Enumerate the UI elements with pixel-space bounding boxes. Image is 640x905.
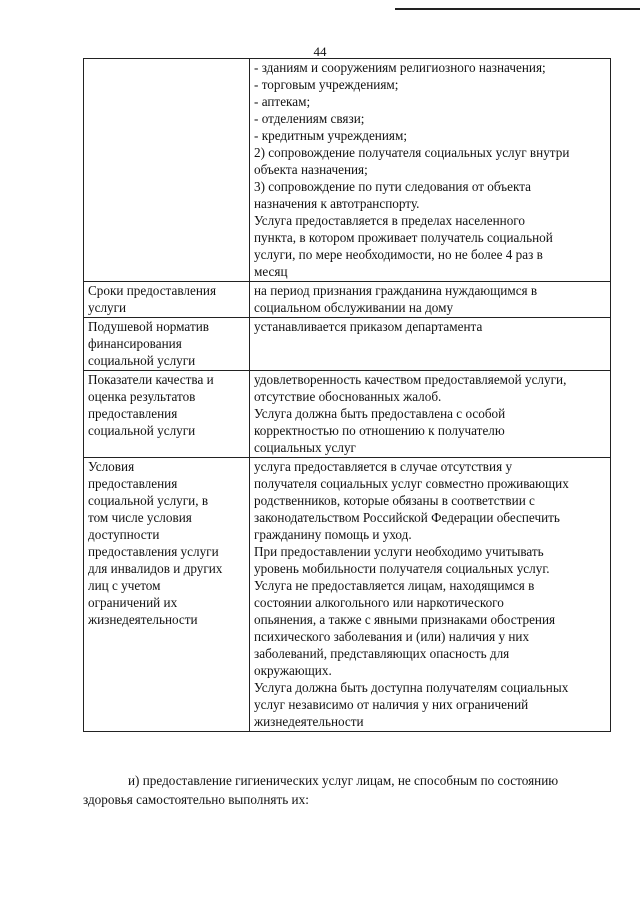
cell-line: устанавливается приказом департамента [254,319,483,334]
cell-line: социальной услуги [88,353,196,368]
cell-line: При предоставлении услуги необходимо учитывать [254,544,544,559]
cell-line: корректностью по отношению к получателю [254,423,505,438]
cell-line: социальной услуги [88,423,196,438]
row-value-cell [250,318,611,371]
cell-line: услуг независимо от наличия у них ограничений [254,697,529,712]
cell-line: родственников, которые обязаны в соответствии с [254,493,535,508]
row-value-cell [250,371,611,458]
page-number: 44 [313,44,327,59]
cell-line: Услуга не предоставляется лицам, находящимся в [254,578,535,593]
cell-line: получателя социальных услуг совместно проживающих [254,476,569,491]
row-label-cell [84,318,250,371]
cell-line: - аптекам; [254,94,311,109]
cell-line: предоставления услуги [88,544,219,559]
cell-line: уровень мобильности получателя социальных услуг. [254,561,550,576]
cell-line: Сроки предоставления [88,283,217,298]
paragraph-line: и) предоставление гигиенических услуг лицам, не способным по состоянию [128,773,559,788]
cell-line: лиц с учетом [88,578,161,593]
cell-line: назначения к автотранспорту. [254,196,420,211]
cell-line: 2) сопровождение получателя социальных услуг внутри [254,145,570,160]
cell-line: жизнедеятельности [254,714,364,729]
cell-line: объекта назначения; [254,162,368,177]
cell-line: доступности [88,527,160,542]
row-label-cell [84,282,250,318]
cell-line: социальной услуги, в [88,493,209,508]
cell-line: - зданиям и сооружениям религиозного назначения; [254,60,546,75]
paragraph-line: здоровья самостоятельно выполнять их: [83,792,309,807]
cell-line: Услуга предоставляется в пределах населенного [254,213,525,228]
service-table [83,58,611,732]
table-row [84,59,611,282]
cell-line: 3) сопровождение по пути следования от объекта [254,179,531,194]
cell-line: - кредитным учреждениям; [254,128,407,143]
footer-paragraph [83,771,613,809]
cell-line: - торговым учреждениям; [254,77,399,92]
cell-line: окружающих. [254,663,332,678]
row-label-cell [84,371,250,458]
cell-line: предоставления [88,406,178,421]
table-row [84,458,611,732]
cell-line: социальном обслуживании на дому [254,300,454,315]
cell-line: заболеваний, представляющих опасность для [254,646,510,661]
cell-line: месяц [254,264,288,279]
cell-line: ограничений их [88,595,178,610]
cell-line: финансирования [88,336,182,351]
cell-line: для инвалидов и других [88,561,223,576]
row-value-cell [250,458,611,732]
cell-line: услуги, по мере необходимости, но не более 4 раз в [254,247,543,262]
cell-line: состоянии алкогольного или наркотического [254,595,504,610]
cell-line: психического заболевания и (или) наличия у них [254,629,530,644]
table-row [84,282,611,318]
row-label-cell [84,458,250,732]
row-value-cell [250,59,611,282]
cell-line: Услуга должна быть доступна получателям социальных [254,680,569,695]
cell-line: жизнедеятельности [88,612,198,627]
cell-line: услуга предоставляется в случае отсутствия у [254,459,513,474]
cell-line: Условия [88,459,135,474]
cell-line: социальных услуг [254,440,356,455]
cell-line: опьянения, а также с явными признаками обострения [254,612,556,627]
cell-line: Услуга должна быть предоставлена с особой [254,406,506,421]
cell-line: законодательством Российской Федерации обеспечить [254,510,560,525]
cell-line: том числе условия [88,510,192,525]
top-rule [395,8,640,10]
cell-line: предоставления [88,476,178,491]
table-row [84,318,611,371]
cell-line: отсутствие обоснованных жалоб. [254,389,442,404]
cell-line: удовлетворенность качеством предоставляемой услуги, [254,372,567,387]
cell-line: Показатели качества и [88,372,214,387]
cell-line: - отделениям связи; [254,111,365,126]
cell-line: на период признания гражданина нуждающимся в [254,283,538,298]
table-row [84,371,611,458]
cell-line: Подушевой норматив [88,319,209,334]
row-value-cell [250,282,611,318]
cell-line: гражданину помощь и уход. [254,527,412,542]
row-label-cell [84,59,250,282]
cell-line: пункта, в котором проживает получатель социальной [254,230,553,245]
cell-line: услуги [88,300,127,315]
cell-line: оценка результатов [88,389,196,404]
